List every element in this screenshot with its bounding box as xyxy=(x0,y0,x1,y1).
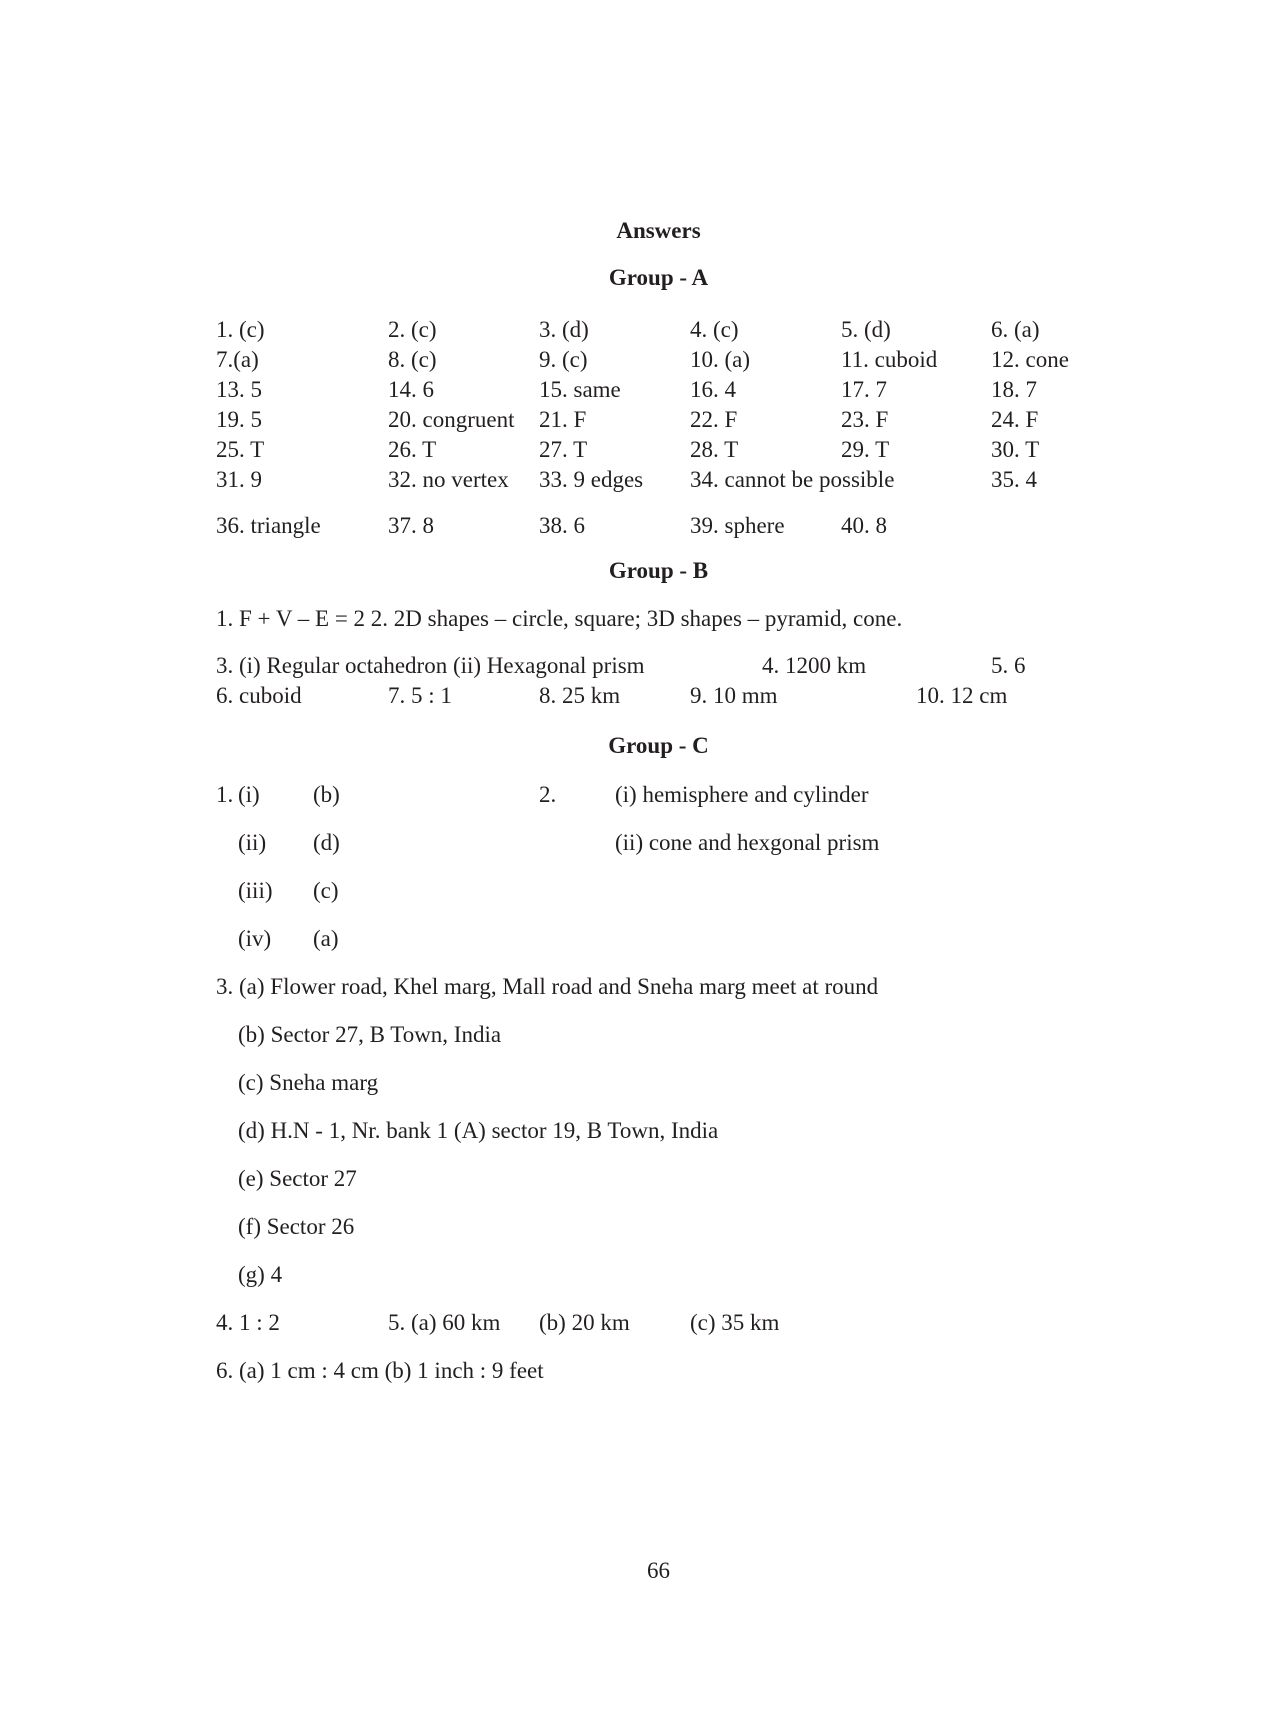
group-a-answer: 27. T xyxy=(539,437,588,462)
group-a-answer: 21. F xyxy=(539,407,587,432)
group-a-answer: 2. (c) xyxy=(388,317,437,342)
group-a-answer: 19. 5 xyxy=(216,407,262,432)
group-a-answer: 30. T xyxy=(991,437,1040,462)
c-q3-item: (c) Sneha marg xyxy=(238,1070,379,1095)
group-b-answer-10: 10. 12 cm xyxy=(916,683,1008,708)
group-a-answer: 4. (c) xyxy=(690,317,739,342)
c-q5-a: 5. (a) 60 km xyxy=(388,1310,501,1335)
group-b-answer-8: 8. 25 km xyxy=(539,683,621,708)
group-b-answer-9: 9. 10 mm xyxy=(690,683,778,708)
group-a-answer: 26. T xyxy=(388,437,437,462)
c-q3-first-line: 3. (a) Flower road, Khel marg, Mall road and Sneha marg meet at round xyxy=(216,974,879,999)
group-b-answer-3: 3. (i) Regular octahedron (ii) Hexagonal prism xyxy=(216,653,645,678)
group-a-answer: 18. 7 xyxy=(991,377,1037,402)
group-a-answer: 16. 4 xyxy=(690,377,736,402)
c-q2-item: (i) hemisphere and cylinder xyxy=(615,782,869,807)
group-b-answer-7: 7. 5 : 1 xyxy=(388,683,452,708)
c-q1-label: 1. xyxy=(216,782,234,807)
c-q1-part: (iii) xyxy=(238,878,273,903)
page-number: 66 xyxy=(647,1558,670,1583)
c-q1-answer: (d) xyxy=(313,830,340,855)
c-q3-item: (e) Sector 27 xyxy=(238,1166,357,1191)
c-q4: 4. 1 : 2 xyxy=(216,1310,280,1335)
group-a-answer: 3. (d) xyxy=(539,317,589,342)
group-a-answer: 15. same xyxy=(539,377,621,402)
group-a-answer: 1. (c) xyxy=(216,317,265,342)
group-a-answer: 6. (a) xyxy=(991,317,1040,342)
group-a-answer: 5. (d) xyxy=(841,317,891,342)
group-a-answer: 35. 4 xyxy=(991,467,1037,492)
group-a-answer: 23. F xyxy=(841,407,889,432)
c-q1-answer: (b) xyxy=(313,782,340,807)
group-a-answer: 38. 6 xyxy=(539,513,585,538)
group-a-answer: 33. 9 edges xyxy=(539,467,644,492)
c-q6: 6. (a) 1 cm : 4 cm (b) 1 inch : 9 feet xyxy=(216,1358,544,1383)
group-a-answer: 31. 9 xyxy=(216,467,262,492)
group-a-answer: 14. 6 xyxy=(388,377,434,402)
group-a-answer: 13. 5 xyxy=(216,377,262,402)
c-q1-part: (iv) xyxy=(238,926,272,951)
group-b-answer-5: 5. 6 xyxy=(991,653,1026,678)
group-a-answer: 36. triangle xyxy=(216,513,321,538)
c-q3-item: (b) Sector 27, B Town, India xyxy=(238,1022,502,1047)
group-c-heading: Group - C xyxy=(608,733,709,758)
group-a-answer: 12. cone xyxy=(991,347,1069,372)
group-a-answer: 29. T xyxy=(841,437,890,462)
page-title: Answers xyxy=(616,218,701,243)
c-q2-item: (ii) cone and hexgonal prism xyxy=(615,830,880,855)
group-b-answer-4: 4. 1200 km xyxy=(762,653,867,678)
group-b-heading: Group - B xyxy=(608,558,709,583)
c-q1-part: (i) xyxy=(238,782,260,807)
group-a-answer: 10. (a) xyxy=(690,347,751,372)
group-b-line-1: 1. F + V – E = 2 2. 2D shapes – circle, square; 3D shapes – pyramid, cone. xyxy=(216,606,903,631)
group-a-answer: 8. (c) xyxy=(388,347,437,372)
group-a-answer: 7.(a) xyxy=(216,347,259,372)
c-q1-answer: (c) xyxy=(313,878,339,903)
c-q3-item: (f) Sector 26 xyxy=(238,1214,355,1239)
group-a-answer: 11. cuboid xyxy=(841,347,938,372)
group-a-answer: 39. sphere xyxy=(690,513,785,538)
group-a-answer: 22. F xyxy=(690,407,738,432)
c-q1-answer: (a) xyxy=(313,926,339,951)
c-q3-item: (g) 4 xyxy=(238,1262,283,1287)
group-a-answer: 9. (c) xyxy=(539,347,588,372)
group-a-answer: 20. congruent xyxy=(388,407,515,432)
group-a-answer: 28. T xyxy=(690,437,739,462)
group-a-heading: Group - A xyxy=(608,265,709,290)
c-q5-b: (b) 20 km xyxy=(539,1310,630,1335)
group-a-answer: 24. F xyxy=(991,407,1039,432)
c-q3-item: (d) H.N - 1, Nr. bank 1 (A) sector 19, B Town, India xyxy=(238,1118,719,1143)
group-a-answer: 34. cannot be possible xyxy=(690,467,895,492)
c-q5-c: (c) 35 km xyxy=(690,1310,780,1335)
group-a-answer: 25. T xyxy=(216,437,265,462)
group-a-answer: 37. 8 xyxy=(388,513,434,538)
c-q1-part: (ii) xyxy=(238,830,267,855)
group-b-answer-6: 6. cuboid xyxy=(216,683,302,708)
group-a-answer: 17. 7 xyxy=(841,377,887,402)
c-q2-label: 2. xyxy=(539,782,557,807)
group-a-answer: 32. no vertex xyxy=(388,467,509,492)
group-a-answer: 40. 8 xyxy=(841,513,887,538)
